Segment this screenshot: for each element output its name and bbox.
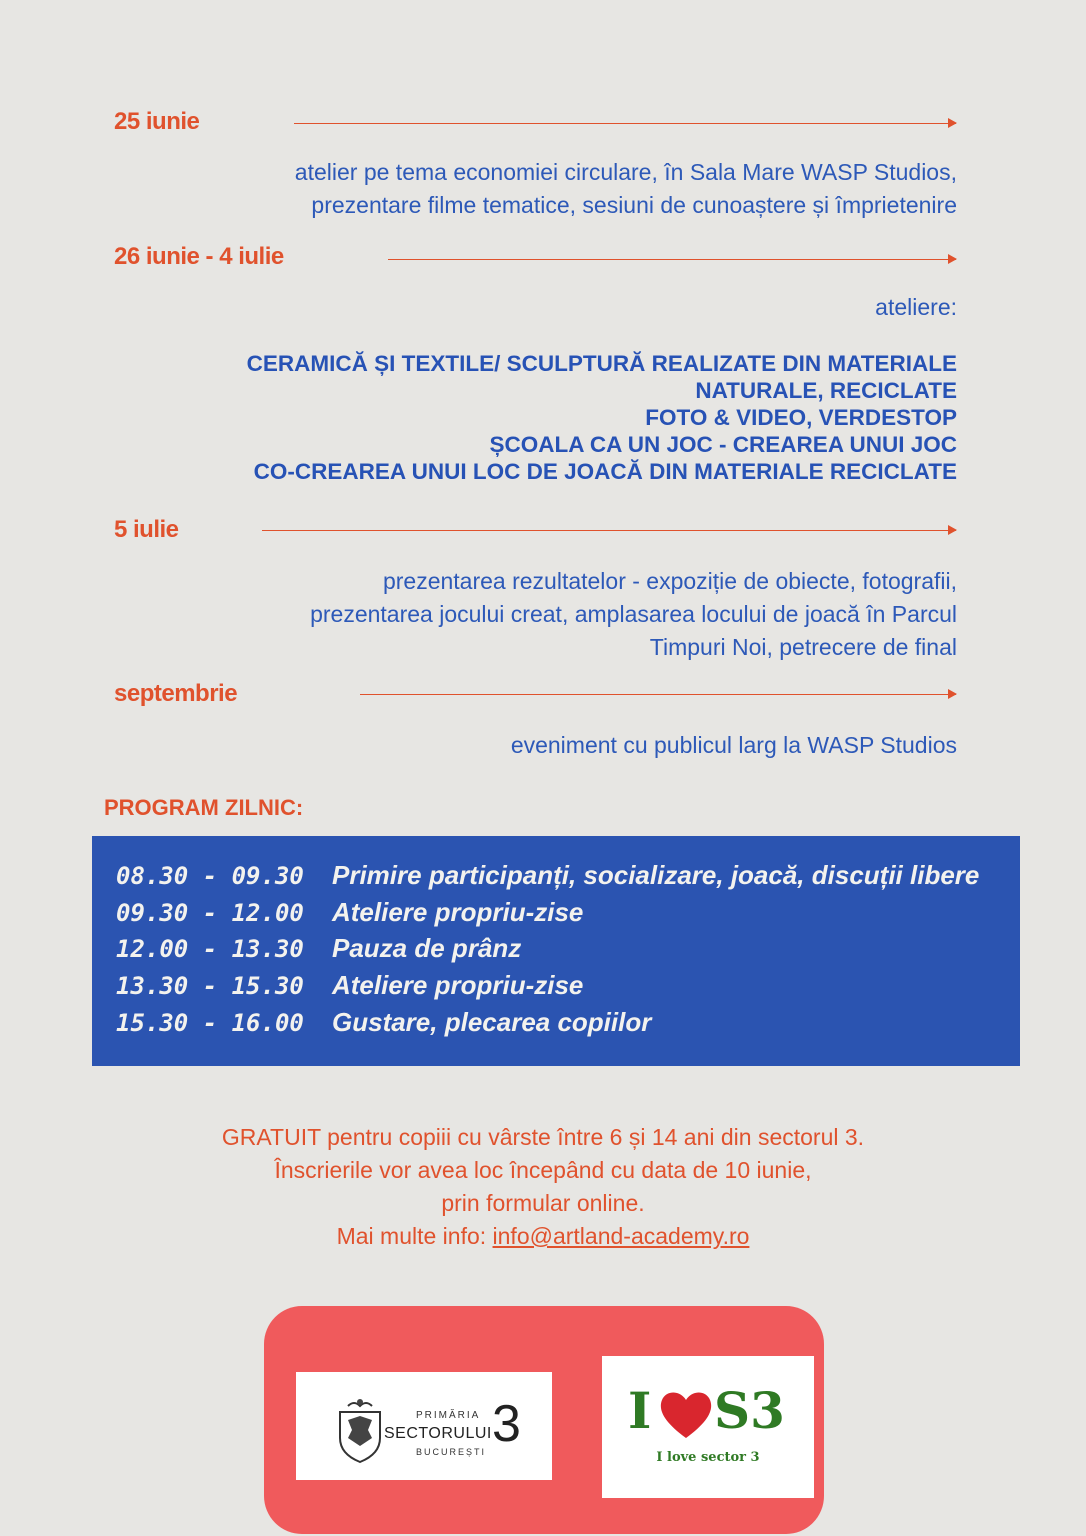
arrow-line xyxy=(294,123,956,124)
free-info: GRATUIT pentru copiii cu vârste între 6 și 14 ani din sectorul 3. xyxy=(221,1124,865,1150)
program-time: 15.30 - 16.00 xyxy=(116,1009,304,1037)
program-activity: Primire participanți, socializare, joacă, discuții libere xyxy=(332,860,980,890)
registration-date: Înscrierile vor avea loc începând cu data de 10 iunie, xyxy=(274,1157,812,1183)
program-time: 08.30 - 09.30 xyxy=(116,862,304,890)
event-description xyxy=(295,156,957,222)
description-line: prezentare filme tematice, sesiuni de cunoaștere și împrietenire xyxy=(311,192,957,218)
workshop-item: CO-CREAREA UNUI LOC DE JOACĂ DIN MATERIALE RECICLATE xyxy=(253,459,957,484)
program-time: 12.00 - 13.30 xyxy=(116,935,304,963)
program-activity: Ateliere propriu-zise xyxy=(332,897,584,927)
event-description xyxy=(310,565,957,664)
program-row xyxy=(116,897,583,928)
program-activity: Ateliere propriu-zise xyxy=(332,970,584,1000)
workshop-item: CERAMICĂ ȘI TEXTILE/ SCULPTURĂ REALIZATE DIN MATERIALE xyxy=(246,351,957,376)
logo-tagline: I love sector 3 xyxy=(656,1450,760,1465)
workshop-item: FOTO & VIDEO, VERDESTOP xyxy=(645,405,957,430)
program-activity: Pauza de prânz xyxy=(332,933,522,963)
description-line: eveniment cu publicul larg la WASP Studios xyxy=(510,732,957,758)
workshops-intro: ateliere: xyxy=(875,294,957,320)
program-title: PROGRAM ZILNIC: xyxy=(104,795,304,820)
ilove-s3-logo xyxy=(602,1356,814,1498)
date-5-iulie: 5 iulie xyxy=(114,516,179,543)
program-row xyxy=(116,1007,651,1038)
program-row xyxy=(116,860,979,891)
logo-s3-text: S3 xyxy=(714,1381,785,1440)
program-row xyxy=(116,970,583,1001)
workshops-list xyxy=(247,350,957,485)
email-link[interactable]: info@artland-academy.ro xyxy=(492,1223,750,1249)
program-time: 09.30 - 12.00 xyxy=(116,899,304,927)
program-activity: Gustare, plecarea copiilor xyxy=(332,1007,652,1037)
program-row xyxy=(116,933,521,964)
workshop-item: NATURALE, RECICLATE xyxy=(695,378,957,403)
arrow-line xyxy=(262,530,956,531)
sectorului-label: SECTORULUI xyxy=(384,1425,492,1442)
event-description xyxy=(511,729,957,762)
date-25-iunie: 25 iunie xyxy=(114,108,200,135)
description-line: prezentarea jocului creat, amplasarea locului de joacă în Parcul xyxy=(310,601,957,627)
primaria-label: PRIMĂRIA xyxy=(416,1410,481,1421)
description-line: Timpuri Noi, petrecere de final xyxy=(649,634,957,660)
workshop-item: ȘCOALA CA UN JOC - CREAREA UNUI JOC xyxy=(489,432,957,457)
registration-method: prin formular online. xyxy=(441,1190,645,1216)
bucuresti-label: BUCUREȘTI xyxy=(416,1447,487,1457)
contact-line xyxy=(0,1220,1086,1253)
date-septembrie: septembrie xyxy=(114,680,238,707)
contact-label: Mai multe info: xyxy=(336,1223,493,1249)
sponsor-logos-panel xyxy=(264,1306,824,1534)
description-line: atelier pe tema economiei circulare, în Sala Mare WASP Studios, xyxy=(294,159,957,185)
heart-icon xyxy=(656,1386,716,1442)
program-time: 13.30 - 15.30 xyxy=(116,972,304,1000)
logo-i-letter: I xyxy=(628,1381,652,1440)
registration-info xyxy=(0,1121,1086,1253)
description-line: prezentarea rezultatelor - expoziție de obiecte, fotografii, xyxy=(382,568,957,594)
date-26-iunie-4-iulie: 26 iunie - 4 iulie xyxy=(114,243,284,270)
arrow-line xyxy=(360,694,956,695)
arrow-line xyxy=(388,259,956,260)
program-box xyxy=(92,836,1020,1066)
primaria-logo xyxy=(296,1372,552,1480)
sector-number: 3 xyxy=(492,1395,521,1453)
